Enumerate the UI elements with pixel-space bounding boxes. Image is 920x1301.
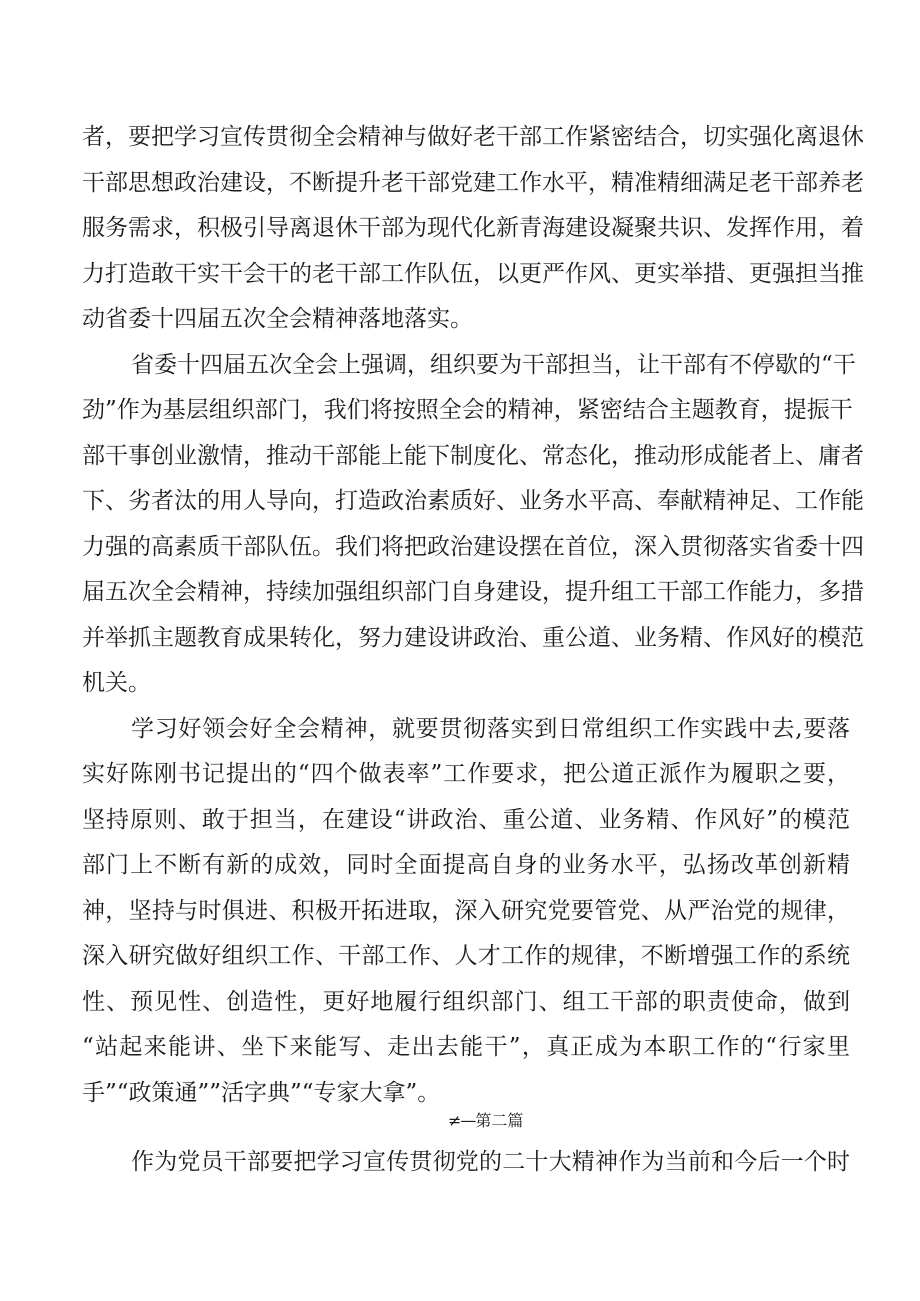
text-line: 实好陈刚书记提出的“四个做表率”工作要求，把公道正派作为履职之要， — [82, 761, 850, 787]
text-line: 深入研究做好组织工作、干部工作、人才工作的规律，不断增强工作的系统 — [82, 943, 850, 969]
text-line: 动省委十四届五次全会精神落地落实。 — [82, 306, 473, 332]
text-line: 力打造敢干实干会干的老干部工作队伍，以更严作风、更实举措、更强担当推 — [82, 261, 864, 287]
text-line: 省委十四届五次全会上强调，组织要为干部担当，让干部有不停歇的“干 — [131, 352, 856, 378]
section-title: 第二篇 — [475, 1111, 524, 1130]
section-header — [448, 1110, 523, 1132]
text-line: 坚持原则、敢于担当，在建设“讲政治、重公道、业务精、作风好”的模范 — [82, 807, 850, 833]
text-line: 下、劣者汰的用人导向，打造政治素质好、业务水平高、奉献精神足、工作能 — [82, 488, 864, 514]
text-line: 部门上不断有新的成效，同时全面提高自身的业务水平，弘扬改革创新精 — [82, 852, 850, 878]
text-line: 干部思想政治建设，不断提升老干部党建工作水平，精准精细满足老干部养老 — [82, 170, 864, 196]
text-line: “站起来能讲、坐下来能写、走出去能干”，真正成为本职工作的“行家里 — [82, 1034, 850, 1060]
text-line: 神，坚持与时俱进、积极开拓进取，深入研究党要管党、从严治党的规律， — [82, 898, 850, 924]
text-line: 者，要把学习宣传贯彻全会精神与做好老干部工作紧密结合，切实强化离退休 — [82, 124, 864, 150]
text-line: 力强的高素质干部队伍。我们将把政治建设摆在首位，深入贯彻落实省委十四 — [82, 534, 864, 560]
text-line: 并举抓主题教育成果转化，努力建设讲政治、重公道、业务精、作风好的模范 — [82, 625, 864, 651]
text-line: 性、预见性、创造性，更好地履行组织部门、组工干部的职责使命，做到 — [82, 989, 850, 1015]
text-line: 机关。 — [82, 670, 151, 696]
text-line: 服务需求，积极引导离退休干部为现代化新青海建设凝聚共识、发挥作用，着 — [82, 215, 864, 241]
text-line: 劲”作为基层组织部门，我们将按照全会的精神，紧密结合主题教育，提振干 — [82, 397, 853, 423]
text-line: 学习好领会好全会精神，就要贯彻落实到日常组织工作实践中去,要落 — [131, 716, 850, 742]
text-line: 部干事创业激情，推动干部能上能下制度化、常态化，推动形成能者上、庸者 — [82, 443, 864, 469]
text-line: 作为党员干部要把学习宣传贯彻党的二十大精神作为当前和今后一个时 — [131, 1149, 850, 1175]
text-line: 手”“政策通””活字典”“专家大拿”。 — [82, 1080, 441, 1106]
section-header-mark: ≠— — [448, 1111, 476, 1130]
text-line: 届五次全会精神，持续加强组织部门自身建设，提升组工干部工作能力，多措 — [82, 579, 864, 605]
